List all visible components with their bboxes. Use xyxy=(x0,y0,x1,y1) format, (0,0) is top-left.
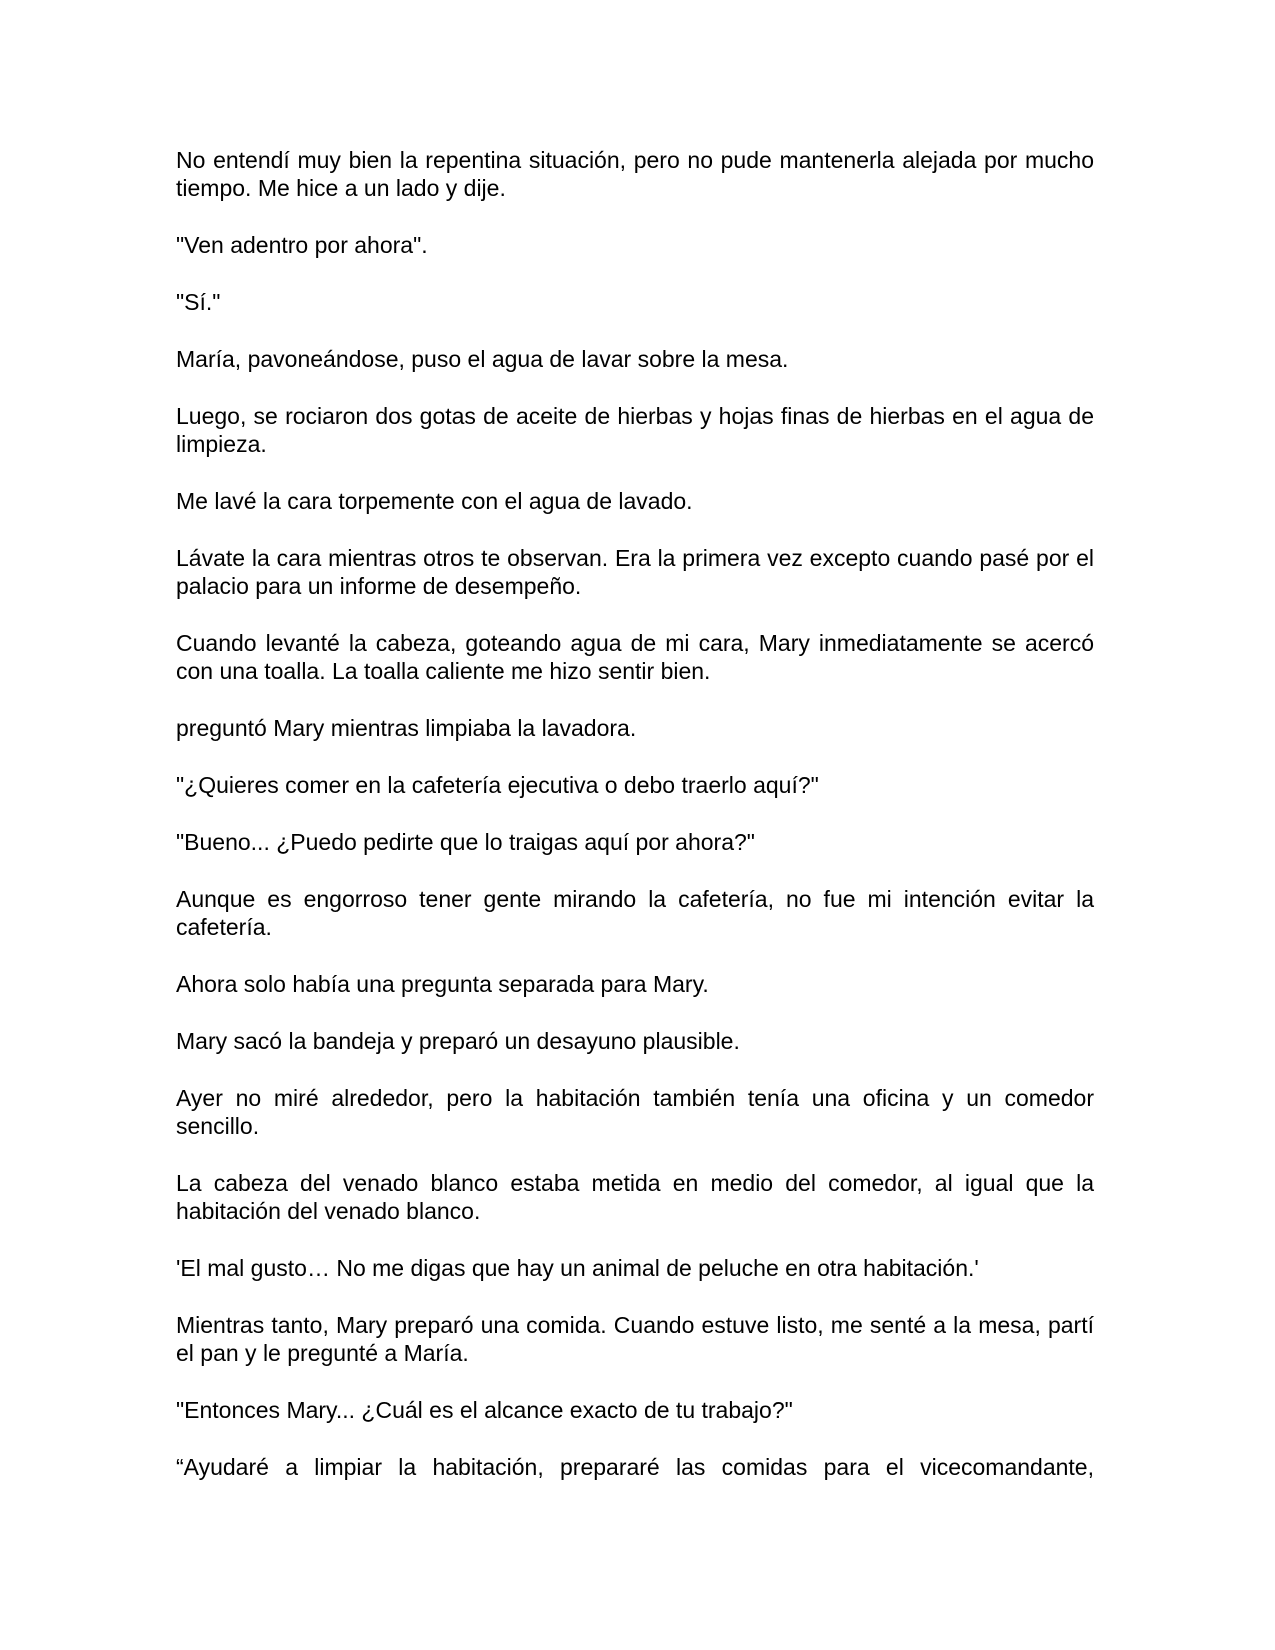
paragraph: "¿Quieres comer en la cafetería ejecutiva o debo traerlo aquí?" xyxy=(176,772,819,798)
paragraph: Mientras tanto, Mary preparó una comida. Cuando estuve listo, me senté a la mesa, partí el pan y le pregunté a María. xyxy=(176,1312,1094,1366)
paragraph: "Ven adentro por ahora". xyxy=(176,232,428,258)
paragraph: No entendí muy bien la repentina situación, pero no pude mantenerla alejada por mucho tiempo. Me hice a un lado y dije. xyxy=(176,147,1094,201)
paragraph: Mary sacó la bandeja y preparó un desayuno plausible. xyxy=(176,1028,740,1054)
body-text xyxy=(176,146,1094,1510)
paragraph: Lávate la cara mientras otros te observan. Era la primera vez excepto cuando pasé por el palacio para un informe de desempeño. xyxy=(176,545,1094,599)
paragraph: La cabeza del venado blanco estaba metida en medio del comedor, al igual que la habitación del venado blanco. xyxy=(176,1170,1094,1224)
paragraph: "Sí." xyxy=(176,289,221,315)
paragraph: Ahora solo había una pregunta separada para Mary. xyxy=(176,971,709,997)
paragraph: “Ayudaré a limpiar la habitación, prepararé las comidas para el vicecomandante, xyxy=(176,1454,1094,1480)
paragraph: 'El mal gusto… No me digas que hay un animal de peluche en otra habitación.' xyxy=(176,1255,979,1281)
paragraph: Me lavé la cara torpemente con el agua de lavado. xyxy=(176,488,693,514)
paragraph: Luego, se rociaron dos gotas de aceite de hierbas y hojas finas de hierbas en el agua de limpieza. xyxy=(176,403,1094,457)
paragraph: María, pavoneándose, puso el agua de lavar sobre la mesa. xyxy=(176,346,789,372)
paragraph: Cuando levanté la cabeza, goteando agua de mi cara, Mary inmediatamente se acercó con una toalla. La toalla caliente me hizo sentir bien. xyxy=(176,630,1094,684)
paragraph: "Bueno... ¿Puedo pedirte que lo traigas aquí por ahora?" xyxy=(176,829,755,855)
paragraph: preguntó Mary mientras limpiaba la lavadora. xyxy=(176,715,637,741)
paragraph: Aunque es engorroso tener gente mirando la cafetería, no fue mi intención evitar la cafetería. xyxy=(176,886,1094,940)
paragraph: Ayer no miré alrededor, pero la habitación también tenía una oficina y un comedor sencillo. xyxy=(176,1085,1094,1139)
paragraph: "Entonces Mary... ¿Cuál es el alcance exacto de tu trabajo?" xyxy=(176,1397,793,1423)
